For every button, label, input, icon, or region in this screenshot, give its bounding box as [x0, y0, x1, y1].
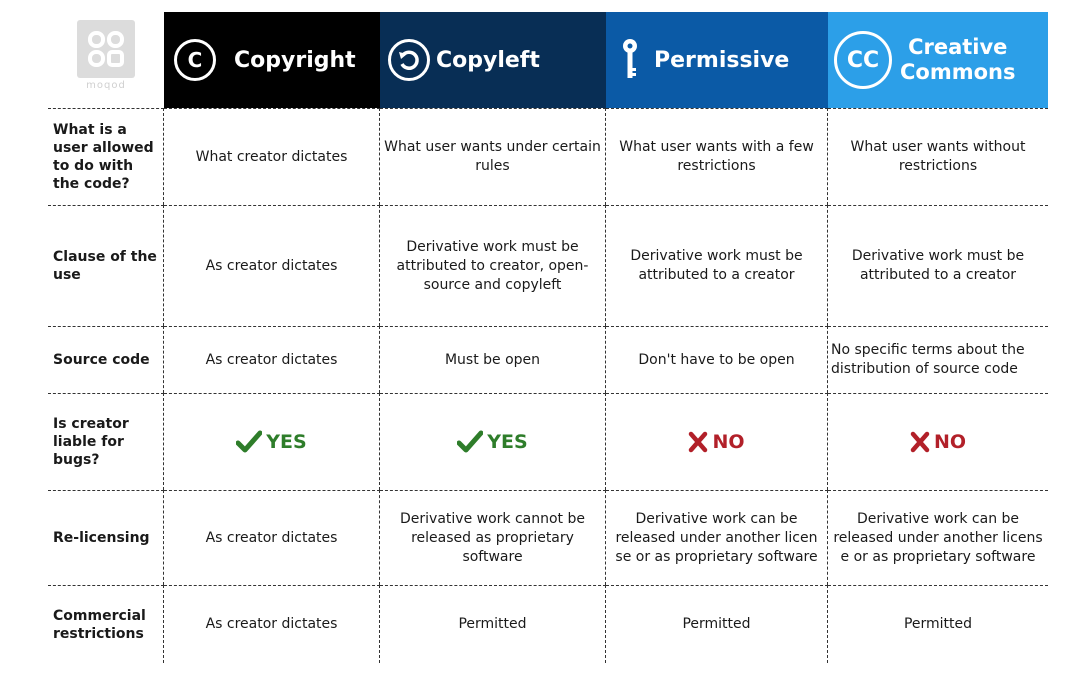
table-cell: Must be open	[380, 326, 606, 393]
table-cell	[828, 393, 1048, 490]
cc-icon: CC	[834, 31, 892, 89]
table-cell: As creator dictates	[164, 326, 380, 393]
table-cell: As creator dictates	[164, 205, 380, 326]
table-cell	[380, 393, 606, 490]
table-cell: As creator dictates	[164, 585, 380, 663]
table-cell: No specific terms about the distribution of source code	[828, 326, 1048, 393]
verdict-yes: YES	[236, 430, 306, 454]
column-title: Copyleft	[436, 47, 540, 73]
copyright-icon: C	[174, 39, 216, 81]
verdict-no: NO	[688, 431, 744, 453]
row-label: Commercial restrictions	[48, 585, 164, 663]
table-cell: Derivative work cannot be released as proprietary software	[380, 490, 606, 585]
table-cell: Permitted	[606, 585, 828, 663]
table-cell: What creator dictates	[164, 108, 380, 205]
check-icon	[236, 430, 262, 454]
logo-text: moqod	[86, 80, 126, 91]
column-header-creative-commons	[828, 12, 1048, 108]
column-title: Creative Commons	[900, 35, 1016, 84]
table-cell	[606, 393, 828, 490]
table-cell: Permitted	[828, 585, 1048, 663]
copyleft-icon	[388, 39, 430, 81]
table-cell: As creator dictates	[164, 490, 380, 585]
table-cell: Derivative work can be released under another licens e or as proprietary software	[828, 490, 1048, 585]
table-cell: Derivative work must be attributed to a creator	[606, 205, 828, 326]
table-cell	[164, 393, 380, 490]
row-label: Is creator liable for bugs?	[48, 393, 164, 490]
column-header-permissive	[606, 12, 828, 108]
column-title: Permissive	[654, 47, 790, 73]
cross-icon	[910, 431, 930, 453]
row-label: Source code	[48, 326, 164, 393]
table-cell: Derivative work must be attributed to a creator	[828, 205, 1048, 326]
column-header-copyleft	[380, 12, 606, 108]
row-label: What is a user allowed to do with the code?	[48, 108, 164, 205]
key-icon	[620, 38, 640, 82]
table-cell: Permitted	[380, 585, 606, 663]
verdict-yes: YES	[457, 430, 527, 454]
table-cell: What user wants with a few restrictions	[606, 108, 828, 205]
table-cell: Derivative work must be attributed to creator, open-source and copyleft	[380, 205, 606, 326]
cross-icon	[688, 431, 708, 453]
row-label: Clause of the use	[48, 205, 164, 326]
table-cell: Derivative work can be released under another licen se or as proprietary software	[606, 490, 828, 585]
license-comparison-table	[48, 12, 1048, 663]
table-cell: What user wants under certain rules	[380, 108, 606, 205]
table-cell: What user wants without restrictions	[828, 108, 1048, 205]
row-label: Re-licensing	[48, 490, 164, 585]
logo-icon	[77, 20, 135, 78]
table-cell: Don't have to be open	[606, 326, 828, 393]
column-header-copyright	[164, 12, 380, 108]
column-title: Copyright	[234, 47, 356, 73]
check-icon	[457, 430, 483, 454]
logo	[48, 12, 164, 108]
verdict-no: NO	[910, 431, 966, 453]
